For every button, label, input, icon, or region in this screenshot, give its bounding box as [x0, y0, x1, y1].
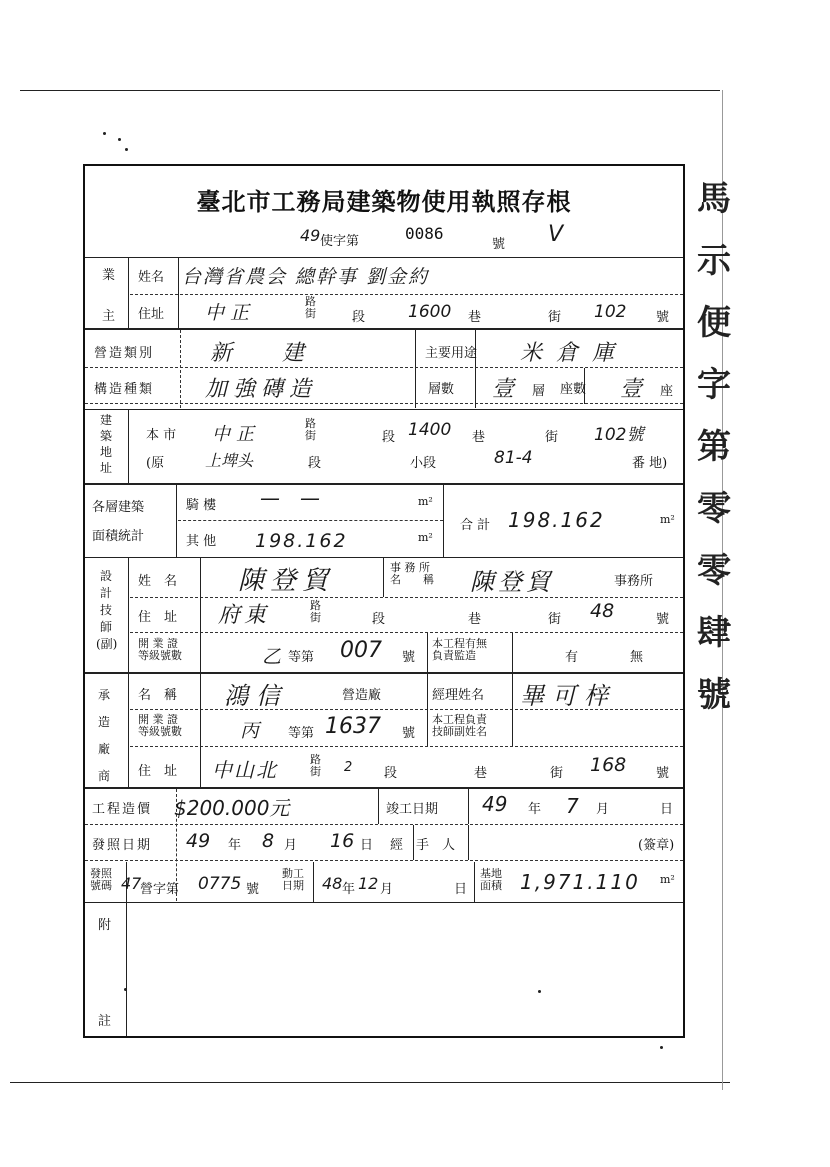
- margin-glyph: 零: [697, 551, 731, 591]
- owner-district: 中正: [205, 302, 256, 324]
- rule: [178, 520, 443, 521]
- margin-glyph: 肆: [697, 613, 731, 653]
- designer-number: 48: [590, 600, 615, 622]
- margin-glyph: 零: [697, 489, 731, 529]
- group-char: 計: [100, 586, 113, 600]
- floors-label: 層數: [428, 382, 455, 397]
- rule: [512, 674, 513, 746]
- site-subsection-label: 小段: [410, 456, 437, 471]
- use-label: 主要用途: [425, 346, 478, 361]
- supervision-label-line: 負責監造: [432, 649, 476, 662]
- contractor-license-label: [138, 714, 182, 738]
- rule: [427, 674, 428, 746]
- rule: [128, 674, 129, 787]
- contractor-manager: 畢可梓: [520, 682, 616, 710]
- completion-day-label: 日: [660, 802, 674, 817]
- group-char: 築: [100, 429, 113, 443]
- area-arcade-unit: m²: [418, 495, 433, 508]
- contractor-manager-label: 經理姓名: [432, 688, 485, 703]
- area-arcade-label: 騎 樓: [186, 498, 217, 513]
- completion-month-label: 月: [596, 802, 610, 817]
- remarks-label-bottom: 註: [98, 1014, 112, 1029]
- speck: [125, 148, 128, 151]
- site-number: 102號: [594, 425, 644, 445]
- page-bottom-rule: [10, 1082, 730, 1083]
- contractor-grade: 丙: [240, 720, 260, 742]
- area-group-label-top: 各層建築: [92, 500, 145, 515]
- owner-road-label: [305, 296, 316, 320]
- start-month: 12: [358, 874, 379, 893]
- site-orig-label: (原: [146, 456, 165, 471]
- designer-name: 陳登貿: [238, 566, 335, 596]
- cost-label: 工程造價: [92, 802, 153, 817]
- land-unit: m²: [660, 873, 675, 886]
- page-top-rule: [20, 90, 720, 91]
- issue-year-label: 年: [228, 838, 242, 853]
- license-word: 使字第: [320, 234, 360, 249]
- site-lot-label: 番 地): [632, 456, 668, 471]
- tech-label-line: 技師副姓名: [432, 725, 487, 738]
- area-other-unit: m²: [418, 531, 433, 544]
- rule: [85, 483, 683, 485]
- designer-license-no: 007: [340, 638, 382, 663]
- rule: [313, 862, 314, 902]
- rule: [130, 632, 683, 633]
- contractor-lane-label: 巷: [474, 766, 488, 781]
- rule: [85, 824, 683, 825]
- license-label-line: 開 業 證: [138, 713, 178, 726]
- rule: [85, 409, 683, 410]
- permit-label-line: 號碼: [90, 879, 112, 892]
- start-day-label: 日: [454, 882, 468, 897]
- rule: [200, 558, 201, 672]
- completion-label: 竣工日期: [386, 802, 439, 817]
- site-orig-area: 上埤头: [205, 451, 254, 470]
- area-arcade-value: ——: [260, 486, 340, 510]
- completion-year-label: 年: [528, 802, 542, 817]
- blocks-unit: 座: [660, 384, 674, 399]
- contractor-license-suffix: 號: [402, 726, 416, 741]
- designer-lane-label: 巷: [468, 612, 482, 627]
- contractor-name-label: 名 稱: [138, 688, 178, 703]
- owner-number-label: 號: [656, 310, 670, 325]
- rule: [180, 330, 181, 408]
- issue-year: 49: [186, 830, 211, 852]
- contractor-license-no: 1637: [325, 714, 381, 739]
- margin-glyph: 馬: [697, 179, 731, 219]
- margin-glyph: 號: [697, 675, 731, 715]
- floors-value: 壹: [492, 377, 515, 402]
- site-orig-section-label: 段: [308, 456, 322, 471]
- owner-street-label: 街: [548, 310, 562, 325]
- designer-name-label: 姓 名: [138, 574, 178, 589]
- land-label: [480, 868, 502, 892]
- rule: [85, 403, 683, 404]
- group-char: (副): [96, 637, 118, 651]
- permit-year: 47: [121, 874, 142, 893]
- road-char: 路: [305, 295, 316, 308]
- designer-supervision: 有 無: [565, 650, 644, 665]
- office-label-line: 名 稱: [390, 573, 434, 586]
- permit-number: 0775: [198, 874, 242, 894]
- rule: [85, 787, 683, 789]
- designer-supervision-label: [432, 638, 487, 662]
- rule: [85, 367, 683, 368]
- contractor-number-label: 號: [656, 766, 670, 781]
- permit-suffix: 號: [246, 882, 260, 897]
- contractor-address: 中山北: [212, 758, 278, 782]
- contractor-road-no: 2: [344, 760, 353, 775]
- site-street-label: 街: [545, 430, 559, 445]
- group-char: 地: [100, 445, 113, 459]
- land-label-line: 面積: [480, 879, 502, 892]
- group-char: 廠: [98, 742, 111, 756]
- structure-value: 加強磚造: [205, 377, 318, 402]
- land-label-line: 基地: [480, 867, 502, 880]
- site-road-label: [305, 418, 316, 442]
- group-char: 商: [98, 769, 111, 783]
- group-char: 址: [100, 461, 113, 475]
- start-year: 48: [322, 874, 343, 893]
- license-label-line: 開 業 證: [138, 637, 178, 650]
- designer-office-label: [390, 562, 434, 586]
- contractor-name: 鴻信: [224, 682, 288, 710]
- rule: [468, 789, 469, 824]
- group-char: 承: [98, 688, 111, 702]
- owner-address-label: 住址: [138, 307, 165, 322]
- group-char: 造: [98, 715, 111, 729]
- designer-office: 陳登貿: [470, 568, 554, 596]
- issue-day-label: 日: [360, 838, 374, 853]
- site-lane-label: 巷: [472, 430, 486, 445]
- designer-address-label: 住 址: [138, 610, 178, 625]
- designer-license-mid: 等第: [288, 650, 315, 665]
- contractor-tech-label: [432, 714, 487, 738]
- rule: [383, 558, 384, 597]
- office-label-line: 事 務 所: [390, 561, 430, 574]
- margin-glyph: 字: [697, 365, 731, 405]
- contractor-address-label: 住 址: [138, 764, 178, 779]
- owner-lane: 1600: [408, 302, 452, 322]
- rule: [415, 330, 416, 408]
- rule: [443, 485, 444, 557]
- designer-group-label: [96, 568, 118, 653]
- permit-label: [90, 868, 112, 892]
- owner-group-label-top: 業: [102, 268, 116, 283]
- contractor-road-label: [310, 754, 321, 778]
- type-value: 新 建: [210, 341, 319, 366]
- site-lot: 81-4: [494, 448, 533, 468]
- license-suffix: 號: [492, 237, 506, 252]
- rule: [128, 558, 129, 672]
- group-char: 技: [100, 603, 113, 617]
- street-char: 街: [305, 429, 316, 442]
- contractor-license-mid: 等第: [288, 726, 315, 741]
- start-label-line: 動工: [282, 867, 304, 880]
- rule: [130, 597, 683, 598]
- start-year-label: 年: [342, 882, 356, 897]
- road-char: 路: [310, 599, 321, 612]
- contractor-number: 168: [590, 754, 627, 776]
- road-char: 路: [310, 753, 321, 766]
- use-value: 米倉庫: [520, 341, 629, 366]
- rule: [130, 746, 683, 747]
- owner-section-label: 段: [352, 310, 366, 325]
- designer-office-suffix: 事務所: [614, 574, 654, 589]
- designer-license-suffix: 號: [402, 650, 416, 665]
- rule: [85, 557, 683, 558]
- contractor-name-suffix: 營造廠: [342, 688, 382, 703]
- site-group-label: [100, 412, 112, 476]
- permit-label-line: 發照: [90, 867, 112, 880]
- rule: [128, 410, 129, 483]
- rule: [85, 860, 683, 861]
- start-month-label: 月: [380, 882, 394, 897]
- designer-road-label: [310, 600, 321, 624]
- speck: [660, 1046, 663, 1049]
- designer-number-label: 號: [656, 612, 670, 627]
- blocks-value: 壹: [620, 377, 643, 402]
- designer-street-label: 街: [548, 612, 562, 627]
- group-char: 設: [100, 569, 113, 583]
- completion-month: 7: [566, 794, 579, 818]
- rule: [130, 294, 683, 295]
- rule: [178, 258, 179, 328]
- issue-month-label: 月: [284, 838, 298, 853]
- rule: [85, 672, 683, 674]
- contractor-section-label: 段: [384, 766, 398, 781]
- contractor-street-label: 街: [550, 766, 564, 781]
- issue-label: 發照日期: [92, 838, 153, 853]
- site-city-label: 本 市: [146, 428, 177, 443]
- rule: [85, 902, 683, 903]
- completion-year: 49: [482, 792, 508, 816]
- rule: [176, 485, 177, 557]
- speck: [103, 132, 106, 135]
- rule: [85, 257, 683, 258]
- margin-stamp: [692, 168, 736, 726]
- start-label-line: 日期: [282, 879, 304, 892]
- designer-license-label: [138, 638, 182, 662]
- margin-glyph: 便: [697, 303, 731, 343]
- owner-group-label-bottom: 主: [102, 309, 116, 324]
- rule: [512, 633, 513, 672]
- license-label-line: 等級號數: [138, 725, 182, 738]
- cost-value: $200.000元: [174, 796, 290, 820]
- street-char: 街: [310, 765, 321, 778]
- owner-name-label: 姓名: [138, 270, 165, 285]
- designer-address: 府東: [218, 603, 271, 628]
- owner-name: 台灣省農会 總幹事 劉金約: [182, 266, 430, 288]
- structure-label: 構造種類: [94, 382, 155, 397]
- license-label-line: 等級號數: [138, 649, 182, 662]
- area-total-unit: m²: [660, 513, 675, 526]
- issue-month: 8: [262, 830, 275, 852]
- seal-label: (簽章): [638, 838, 675, 853]
- floors-unit: 層: [532, 384, 546, 399]
- area-other-label: 其 他: [186, 534, 217, 549]
- rule: [378, 789, 379, 824]
- area-total-label: 合 計: [460, 518, 491, 533]
- form-title: 臺北市工務局建築物使用執照存根: [196, 187, 572, 216]
- group-char: 師: [100, 620, 113, 634]
- area-total-value: 198.162: [508, 508, 605, 532]
- tech-label-line: 本工程負責: [432, 713, 487, 726]
- site-lane: 1400: [408, 420, 452, 440]
- rule: [200, 674, 201, 787]
- license-year: 49: [300, 226, 321, 245]
- speck: [118, 138, 121, 141]
- rule: [474, 862, 475, 902]
- site-section-label: 段: [382, 430, 396, 445]
- handler-label: 經 手 人: [390, 838, 456, 853]
- blocks-label: 座數: [560, 382, 587, 397]
- group-char: 建: [100, 413, 113, 427]
- area-group-label-bottom: 面積統計: [92, 529, 145, 544]
- site-district: 中正: [212, 424, 260, 445]
- type-label: 營造類別: [94, 346, 155, 361]
- land-value: 1,971.110: [520, 870, 640, 894]
- designer-section-label: 段: [372, 612, 386, 627]
- rule: [468, 825, 469, 860]
- street-char: 街: [310, 611, 321, 624]
- license-number: 0086: [405, 224, 444, 243]
- area-other-value: 198.162: [255, 530, 348, 552]
- issue-day: 16: [330, 830, 355, 852]
- margin-glyph: 第: [697, 427, 731, 467]
- rule: [128, 258, 129, 328]
- supervision-label-line: 本工程有無: [432, 637, 487, 650]
- street-char: 街: [305, 307, 316, 320]
- permit-word: 營字第: [140, 882, 180, 897]
- rule: [85, 328, 683, 330]
- start-label: [282, 868, 304, 892]
- owner-lane-label: 巷: [468, 310, 482, 325]
- owner-number: 102: [594, 302, 627, 322]
- margin-glyph: 示: [697, 241, 731, 281]
- road-char: 路: [305, 417, 316, 430]
- rule: [427, 633, 428, 672]
- designer-grade: 乙: [262, 646, 282, 668]
- license-mark: V: [548, 222, 564, 247]
- contractor-group-label: [98, 682, 110, 790]
- remarks-label-top: 附: [98, 918, 112, 933]
